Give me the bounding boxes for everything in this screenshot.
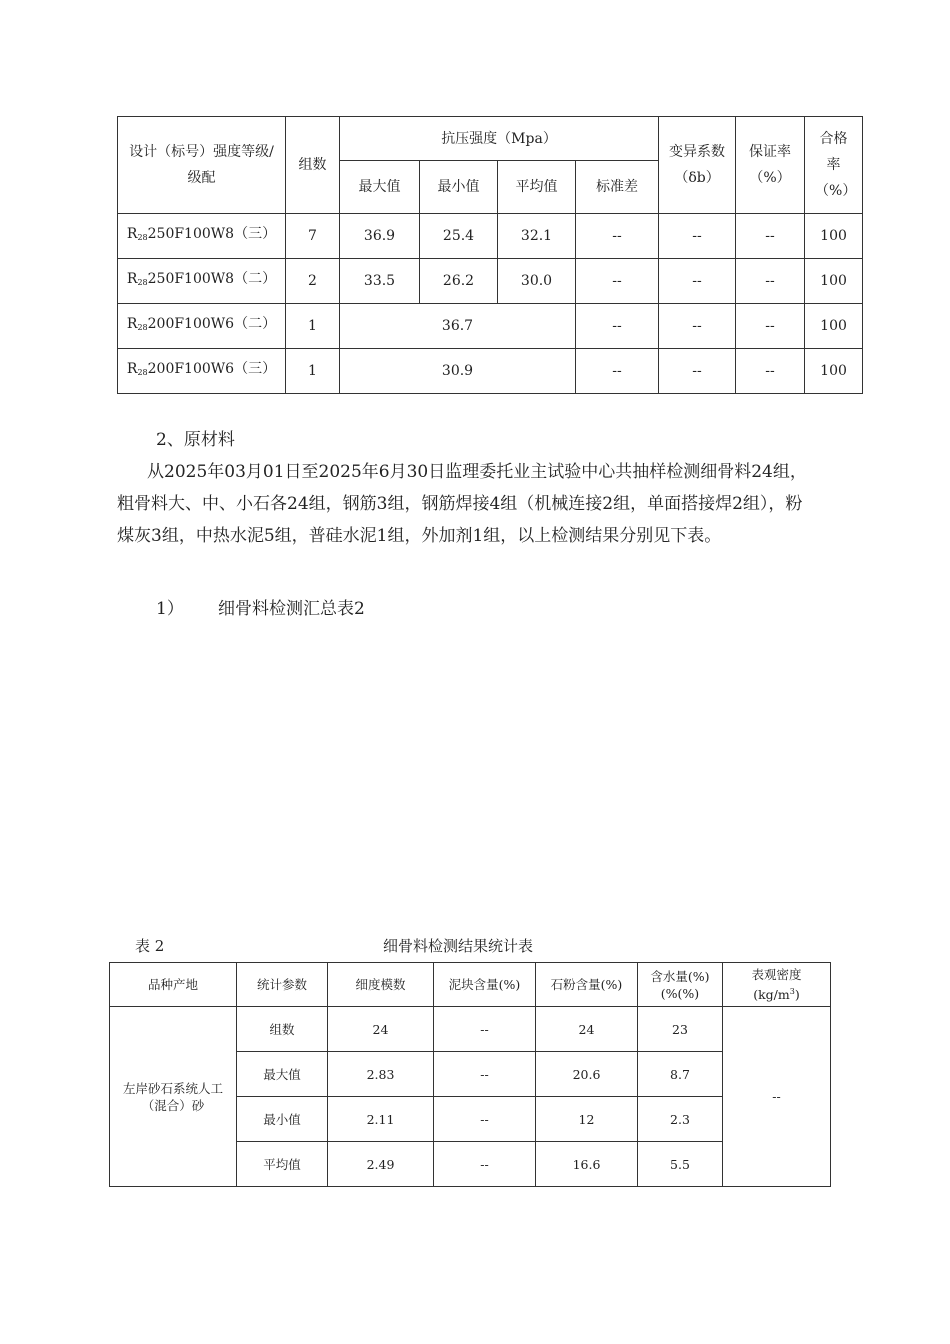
fineness-cell: 24 xyxy=(328,1007,434,1052)
header-fineness: 细度模数 xyxy=(328,963,434,1007)
fine-aggregate-table xyxy=(109,962,831,1187)
header-max: 最大值 xyxy=(340,161,420,214)
header-clay: 泥块含量(%) xyxy=(434,963,536,1007)
section-body: 从2025年03月01日至2025年6月30日监理委托业主试验中心共抽样检测细骨料24组，粗骨料大、中、小石各24组，钢筋3组，钢筋焊接4组（机械连接2组，单面搭接焊2组），粉煤灰3组，中热水泥5组，普硅水泥1组，外加剂1组，以上检测结果分别见下表。 xyxy=(117,462,807,546)
avg-cell: 30.0 xyxy=(498,259,576,304)
table-row xyxy=(118,214,863,259)
guarantee-cell: -- xyxy=(736,304,805,349)
powder-cell: 20.6 xyxy=(536,1052,638,1097)
groups-cell: 7 xyxy=(286,214,340,259)
pass-cell: 100 xyxy=(805,214,863,259)
clay-cell: -- xyxy=(434,1142,536,1187)
guarantee-cell: -- xyxy=(736,349,805,394)
grade-cell: $R_{28}200F100W6$（二） xyxy=(118,304,286,349)
origin-cell: 左岸砂石系统人工（混合）砂 xyxy=(110,1007,237,1187)
list-item-number: 1） xyxy=(156,599,184,619)
fineness-cell: 2.11 xyxy=(328,1097,434,1142)
powder-cell: 12 xyxy=(536,1097,638,1142)
fineness-cell: 2.49 xyxy=(328,1142,434,1187)
table-row xyxy=(118,349,863,394)
density-cell: -- xyxy=(723,1007,831,1187)
header-cv: 变异系数（δb） xyxy=(659,117,736,214)
param-cell: 平均值 xyxy=(237,1142,328,1187)
grade-cell: $R_{28}250F100W8$（二） xyxy=(118,259,286,304)
groups-cell: 2 xyxy=(286,259,340,304)
header-pass: 合格率（%） xyxy=(805,117,863,214)
param-cell: 最小值 xyxy=(237,1097,328,1142)
moisture-cell: 2.3 xyxy=(638,1097,723,1142)
cv-cell: -- xyxy=(659,349,736,394)
grade-cell: $R_{28}200F100W6$（三） xyxy=(118,349,286,394)
clay-cell: -- xyxy=(434,1052,536,1097)
header-density: 表观密度 $(kg/m^3)$ xyxy=(723,963,831,1007)
max-cell: 36.9 xyxy=(340,214,420,259)
header-avg: 平均值 xyxy=(498,161,576,214)
header-guarantee: 保证率（%） xyxy=(736,117,805,214)
header-min: 最小值 xyxy=(420,161,498,214)
header-param: 统计参数 xyxy=(237,963,328,1007)
powder-cell: 24 xyxy=(536,1007,638,1052)
param-cell: 组数 xyxy=(237,1007,328,1052)
avg-cell: 32.1 xyxy=(498,214,576,259)
clay-cell: -- xyxy=(434,1097,536,1142)
groups-cell: 1 xyxy=(286,304,340,349)
header-compressive: 抗压强度（Mpa） xyxy=(340,117,659,161)
table-row xyxy=(110,1007,831,1052)
guarantee-cell: -- xyxy=(736,214,805,259)
pass-cell: 100 xyxy=(805,259,863,304)
strength-merged-cell: 30.9 xyxy=(340,349,576,394)
moisture-cell: 5.5 xyxy=(638,1142,723,1187)
list-item-text: 细骨料检测汇总表2 xyxy=(218,599,365,619)
table-row xyxy=(118,259,863,304)
powder-cell: 16.6 xyxy=(536,1142,638,1187)
std-cell: -- xyxy=(576,259,659,304)
guarantee-cell: -- xyxy=(736,259,805,304)
header-moisture: 含水量(%) (%(%) xyxy=(638,963,723,1007)
pass-cell: 100 xyxy=(805,349,863,394)
strength-merged-cell: 36.7 xyxy=(340,304,576,349)
fineness-cell: 2.83 xyxy=(328,1052,434,1097)
header-std: 标准差 xyxy=(576,161,659,214)
table-row xyxy=(118,304,863,349)
grade-cell: $R_{28}250F100W8$（三） xyxy=(118,214,286,259)
table-caption-title: 细骨料检测结果统计表 xyxy=(383,937,534,955)
param-cell: 最大值 xyxy=(237,1052,328,1097)
table-caption-number: 表 2 xyxy=(135,937,165,955)
std-cell: -- xyxy=(576,349,659,394)
moisture-cell: 8.7 xyxy=(638,1052,723,1097)
max-cell: 33.5 xyxy=(340,259,420,304)
header-powder: 石粉含量(%) xyxy=(536,963,638,1007)
strength-table xyxy=(117,116,863,394)
cv-cell: -- xyxy=(659,259,736,304)
header-groups: 组数 xyxy=(286,117,340,214)
cv-cell: -- xyxy=(659,304,736,349)
moisture-cell: 23 xyxy=(638,1007,723,1052)
std-cell: -- xyxy=(576,214,659,259)
min-cell: 26.2 xyxy=(420,259,498,304)
std-cell: -- xyxy=(576,304,659,349)
pass-cell: 100 xyxy=(805,304,863,349)
header-origin: 品种产地 xyxy=(110,963,237,1007)
min-cell: 25.4 xyxy=(420,214,498,259)
header-grade: 设计（标号）强度等级/级配 xyxy=(118,117,286,214)
groups-cell: 1 xyxy=(286,349,340,394)
clay-cell: -- xyxy=(434,1007,536,1052)
section-heading: 2、原材料 xyxy=(156,430,235,450)
cv-cell: -- xyxy=(659,214,736,259)
list-item xyxy=(156,593,365,625)
